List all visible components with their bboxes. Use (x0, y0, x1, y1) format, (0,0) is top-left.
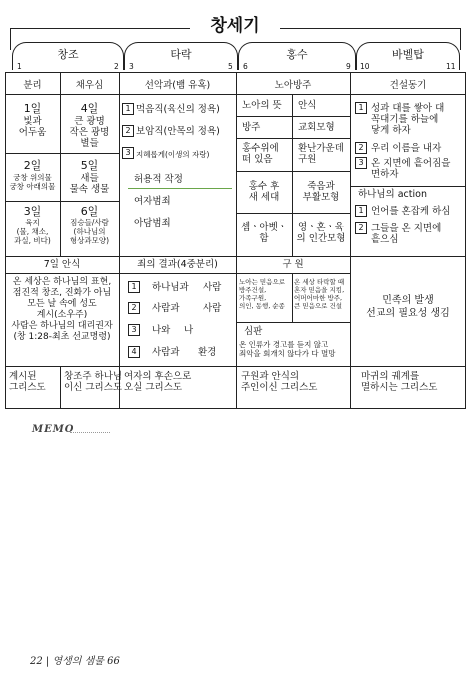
day-5-label: 5일 (80, 159, 99, 172)
day-1-label: 1일 (23, 102, 42, 115)
day-3-label: 3일 (23, 205, 42, 218)
day-6-label: 6일 (80, 205, 99, 218)
page-title: 창세기 (210, 16, 260, 36)
christ-destroyer: 마귀의 궤계를 멸하시는 그리스도 (361, 371, 438, 393)
babel-heading: 건설동기 (389, 80, 427, 91)
day-5-text: 새들 물속 생물 (69, 173, 110, 195)
god-action-heading: 하나님의 action (358, 189, 427, 200)
day-7-rest: 7일 안식 (43, 259, 81, 270)
day-2-label: 2일 (23, 159, 42, 172)
adam-sin: 아담범죄 (134, 218, 171, 229)
christ-creator: 창조주 하나님 이신 그리스도 (64, 371, 123, 393)
permissive-decree: 허용적 작정 (134, 174, 183, 185)
christ-seed: 여자의 후손으로 오실 그리스도 (124, 371, 192, 393)
period-babel: 바벨탑 (392, 48, 424, 61)
period-flood: 홍수 (286, 48, 308, 61)
day-6-text: 짐승들/사람 (하나님의 형상과모양) (69, 218, 110, 245)
creation-summary: 온 세상은 하나님의 표현, 점진적 창조, 진화가 아님 모든 날 속에 성도 계시(소우주) 사람은 하나님의 대리권자 (창 1:28-최초 선교명령) (11, 277, 113, 342)
salvation-right: 온 세상 타락할 때 혼자 믿음을 지킴, 어머어마한 방주, 큰 믿음으로 건설 (294, 278, 345, 310)
day-4-text: 큰 광명 작은 광명 별들 (69, 116, 110, 149)
salvation-left: 노아는 믿음으로 방주건설, 가족구원, 의인, 동행, 순종 (239, 278, 286, 310)
creation-separation-heading: 분리 (23, 80, 42, 91)
day-4-label: 4일 (80, 102, 99, 115)
day-2-text: 궁창 위의물 궁창 아래의물 (9, 173, 56, 191)
day-1-text: 빛과 어두움 (18, 116, 47, 138)
salvation-heading: 구 원 (282, 259, 304, 270)
temptation-item: 먹음직(육신의 정욕) (136, 104, 220, 115)
sin-result-heading: 죄의 결과(4중분리) (137, 259, 218, 270)
woman-sin: 여자범죄 (134, 196, 171, 207)
day-3-text: 육지 (물, 채소, 과실, 비다) (14, 218, 51, 245)
period-creation: 창조 (57, 48, 79, 61)
christ-salvation: 구원과 안식의 주인이신 그리스도 (241, 371, 318, 393)
christ-revealed: 계시된 그리스도 (9, 371, 46, 393)
fall-heading: 선악과(뱀 유혹) (144, 80, 211, 91)
memo-label: MEMO (32, 424, 75, 435)
period-fall: 타락 (170, 48, 192, 61)
judgment-heading: 심판 (244, 326, 263, 337)
judgment-text: 온 인류가 경고를 듣지 않고 죄악을 회개치 않다가 다 멸망 (239, 340, 336, 358)
page-footer: 22 | 영생의 샘물 66 (30, 656, 120, 667)
ark-heading: 노아방주 (274, 80, 312, 91)
temptation-item: 지혜롭게(이생의 자랑) (136, 150, 210, 159)
nations-text: 민족의 발생 선교의 필요성 생김 (366, 295, 450, 319)
creation-filling-heading: 채우심 (75, 80, 104, 91)
temptation-item: 보암직(안목의 정욕) (136, 126, 220, 137)
